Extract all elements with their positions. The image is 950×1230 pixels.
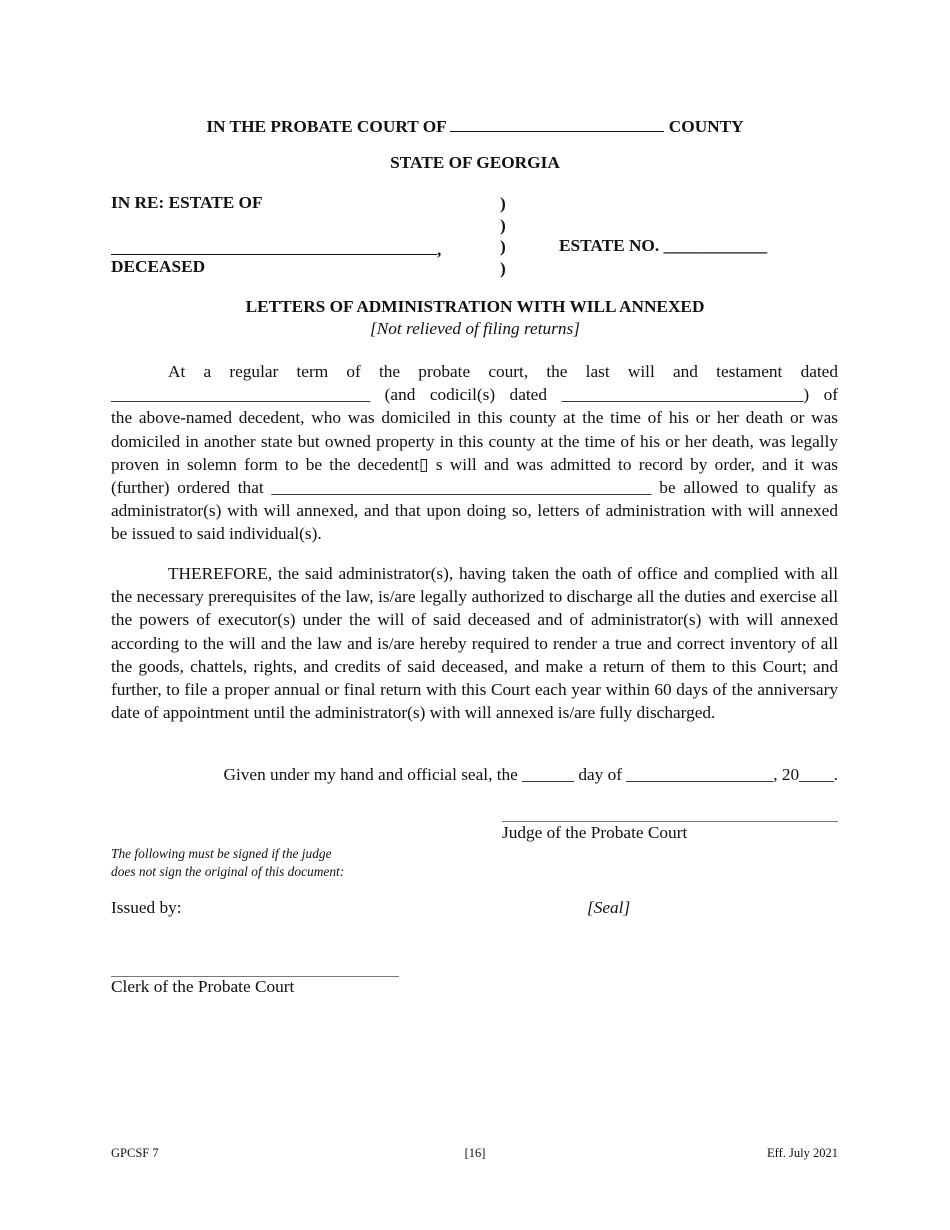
paragraph-1: [111, 360, 838, 546]
paren-2: ): [500, 215, 506, 235]
paren-1: ): [500, 194, 506, 213]
decedent-name-line: ,: [111, 236, 441, 260]
decedent-name-blank: [111, 236, 437, 255]
estate-number: ESTATE NO. ____________: [559, 236, 768, 255]
court-heading-prefix: IN THE PROBATE COURT OF: [206, 117, 447, 136]
court-heading-suffix: COUNTY: [668, 117, 744, 136]
footer-form-id: GPCSF 7: [111, 1146, 159, 1160]
paren-3: ): [500, 237, 506, 256]
county-blank: [450, 113, 664, 132]
footer-page-number: [16]: [464, 1146, 486, 1160]
in-re-label: IN RE: ESTATE OF: [111, 193, 263, 212]
seal-label: [Seal]: [587, 898, 631, 917]
issued-by-label: Issued by:: [111, 898, 182, 917]
paragraph-2: THEREFORE, the said administrator(s), having taken the oath of office and complied with all the necessary prerequisites of the law, is/are legally authorized to discharge all the duties and exercise all the powers of executor(s) under the will of said deceased and of administrator(s) with will annexed according to the will and the law and is/are hereby required to render a true and correct inventory of all the goods, chattels, rights, and credits of said deceased, and make a return of them to this Court; and further, to file a proper annual or final return with this Court each year within 60 days of the anniversary date of appointment until the administrator(s) with will annexed is/are fully discharged.: [111, 564, 838, 723]
signature-note-line-1: The following must be signed if the judge: [111, 846, 332, 861]
signature-note-line-2: does not sign the original of this document:: [111, 863, 345, 879]
deceased-label: DECEASED: [111, 257, 206, 276]
signature-note: [111, 845, 344, 880]
document-title: LETTERS OF ADMINISTRATION WITH WILL ANNEXED: [245, 297, 705, 316]
paragraph-1-rest: the above-named decedent, who was domiciled in this county at the time of his or her death or was domiciled in another state but owned property in this county at the time of his or her death, was legally proven in solemn form to be the decedent▯ s will and was admitted to record by order, and it was (further) ordered that ____________________________________________ be allowed to qualify as administrator(s) with will annexed, and that upon doing so, letters of administration with will annexed be issued to said individual(s).: [111, 408, 838, 544]
caption-parens: [500, 193, 506, 279]
paragraph-1-line-1: At a regular term of the probate court, the last will and testament dated: [168, 362, 838, 381]
paragraph-1-line-2: ______________________________ (and codicil(s) dated ____________________________) of: [111, 385, 838, 405]
document-subtitle: [Not relieved of filing returns]: [370, 319, 580, 338]
judge-label: Judge of the Probate Court: [502, 823, 688, 842]
state-heading: STATE OF GEORGIA: [390, 153, 560, 172]
paragraph-3: Given under my hand and official seal, the ______ day of _________________, 20____.: [223, 765, 838, 784]
clerk-label: Clerk of the Probate Court: [111, 977, 295, 996]
court-heading: [0, 113, 950, 137]
paren-4: ): [500, 258, 506, 278]
judge-signature-line: [502, 821, 838, 822]
footer-effective-date: Eff. July 2021: [767, 1146, 838, 1160]
